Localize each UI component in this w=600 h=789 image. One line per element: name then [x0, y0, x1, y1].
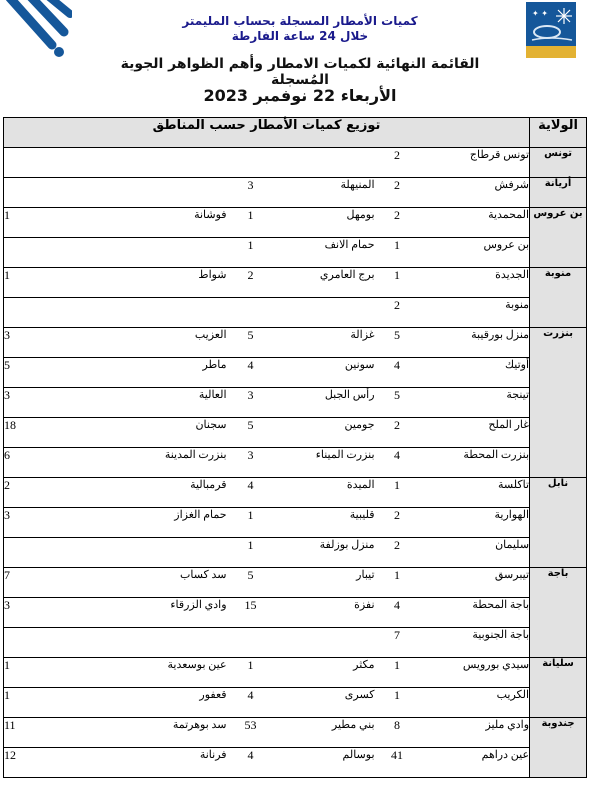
rainfall-value: 3	[4, 508, 127, 538]
station-name: غار الملح	[420, 418, 530, 448]
table-row	[4, 298, 587, 328]
station-name: أوتيك	[420, 358, 530, 388]
rainfall-value: 1	[375, 478, 420, 508]
station-name	[127, 298, 227, 328]
rainfall-value: 4	[375, 448, 420, 478]
station-name	[127, 238, 227, 268]
rainfall-value	[4, 178, 127, 208]
rainfall-value	[4, 298, 127, 328]
rainfall-value: 1	[227, 658, 275, 688]
rainfall-value: 1	[227, 538, 275, 568]
table-row	[4, 148, 587, 178]
rainfall-value: 1	[375, 658, 420, 688]
rainfall-value: 4	[227, 358, 275, 388]
rainfall-value: 1	[227, 208, 275, 238]
rainfall-value: 2	[375, 508, 420, 538]
station-name: المحمدية	[420, 208, 530, 238]
rainfall-value: 53	[227, 718, 275, 748]
station-name: العالية	[127, 388, 227, 418]
table-row	[4, 418, 587, 448]
header-distribution: توزيع كميات الأمطار حسب المناطق	[4, 118, 530, 148]
table-row	[4, 328, 587, 358]
rainfall-value: 1	[4, 658, 127, 688]
station-name	[127, 148, 227, 178]
rainfall-value: 2	[375, 148, 420, 178]
station-name: منوبة	[420, 298, 530, 328]
table-header-row	[4, 118, 587, 148]
table-row	[4, 238, 587, 268]
station-name: رأس الجبل	[275, 388, 375, 418]
station-name	[127, 538, 227, 568]
rainfall-value: 2	[4, 478, 127, 508]
station-name: كسرى	[275, 688, 375, 718]
rainfall-value: 1	[375, 268, 420, 298]
stripes-logo-icon	[2, 0, 72, 60]
logo-right	[520, 2, 582, 58]
station-name: حمام الغزاز	[127, 508, 227, 538]
station-name: الكريب	[420, 688, 530, 718]
table-row	[4, 748, 587, 778]
rainfall-value: 3	[4, 598, 127, 628]
rainfall-value	[4, 538, 127, 568]
station-name: المنيهلة	[275, 178, 375, 208]
rainfall-value: 18	[4, 418, 127, 448]
station-name: شرفش	[420, 178, 530, 208]
rainfall-value: 2	[375, 208, 420, 238]
station-name: فوشانة	[127, 208, 227, 238]
rainfall-value: 12	[4, 748, 127, 778]
station-name	[275, 148, 375, 178]
rainfall-value: 11	[4, 718, 127, 748]
station-name: الهوارية	[420, 508, 530, 538]
station-name: بنزرت الميناء	[275, 448, 375, 478]
wilaya-cell: باجة	[530, 568, 587, 658]
station-name: تاكلسة	[420, 478, 530, 508]
table-row	[4, 358, 587, 388]
station-name: بنزرت المحطة	[420, 448, 530, 478]
rainfall-value: 1	[375, 568, 420, 598]
rainfall-value: 7	[375, 628, 420, 658]
rainfall-value: 4	[375, 358, 420, 388]
rainfall-value: 3	[227, 178, 275, 208]
rainfall-value: 7	[4, 568, 127, 598]
wilaya-cell: جندوبة	[530, 718, 587, 778]
rainfall-table	[3, 117, 587, 778]
station-name: غزالة	[275, 328, 375, 358]
table-row	[4, 478, 587, 508]
station-name: باجة المحطة	[420, 598, 530, 628]
rainfall-value	[4, 238, 127, 268]
wilaya-cell: تونس	[530, 148, 587, 178]
wilaya-cell: أريانة	[530, 178, 587, 208]
station-name: مكثر	[275, 658, 375, 688]
station-name: بني مطير	[275, 718, 375, 748]
header-wilaya: الولاية	[530, 118, 587, 148]
rainfall-value: 5	[227, 568, 275, 598]
station-name: وادي الزرقاء	[127, 598, 227, 628]
station-name: بن عروس	[420, 238, 530, 268]
rainfall-value: 2	[375, 298, 420, 328]
rainfall-value: 5	[375, 388, 420, 418]
station-name: سليمان	[420, 538, 530, 568]
station-name: شواط	[127, 268, 227, 298]
station-name: قعفور	[127, 688, 227, 718]
rainfall-value: 4	[227, 478, 275, 508]
rainfall-value: 1	[375, 688, 420, 718]
rainfall-value: 3	[227, 388, 275, 418]
table-row	[4, 688, 587, 718]
station-name: وادي مليز	[420, 718, 530, 748]
station-name: قليبية	[275, 508, 375, 538]
rainfall-value: 2	[227, 268, 275, 298]
logo-left	[2, 0, 72, 60]
rainfall-value: 6	[4, 448, 127, 478]
table-row	[4, 538, 587, 568]
table-row	[4, 508, 587, 538]
table-row	[4, 178, 587, 208]
station-name: بومهل	[275, 208, 375, 238]
rainfall-value: 1	[227, 238, 275, 268]
station-name: الجديدة	[420, 268, 530, 298]
station-name: سونين	[275, 358, 375, 388]
station-name	[275, 298, 375, 328]
station-name: برج العامري	[275, 268, 375, 298]
rainfall-value: 15	[227, 598, 275, 628]
station-name: حمام الانف	[275, 238, 375, 268]
station-name: بوسالم	[275, 748, 375, 778]
svg-text:✦ ✦: ✦ ✦	[532, 9, 548, 18]
wilaya-cell: نابل	[530, 478, 587, 568]
rainfall-value: 1	[4, 268, 127, 298]
station-name	[275, 628, 375, 658]
table-row	[4, 598, 587, 628]
document-subtitle: القائمة النهائية لكميات الامطار وأهم الظواهر الجوية المُسجلة	[120, 56, 480, 88]
table-row	[4, 628, 587, 658]
station-name: الميدة	[275, 478, 375, 508]
rainfall-value: 41	[375, 748, 420, 778]
table-row	[4, 388, 587, 418]
rainfall-value: 2	[375, 538, 420, 568]
station-name: سد كساب	[127, 568, 227, 598]
station-name: منزل بوزلفة	[275, 538, 375, 568]
table-row	[4, 658, 587, 688]
rainfall-value: 1	[4, 688, 127, 718]
station-name: جومين	[275, 418, 375, 448]
rainfall-value: 5	[227, 328, 275, 358]
table-row	[4, 718, 587, 748]
title-line-1: كميات الأمطار المسجلة بحساب المليمتر	[182, 14, 418, 28]
rainfall-value	[4, 148, 127, 178]
rainfall-value: 5	[375, 328, 420, 358]
station-name: تيبرسق	[420, 568, 530, 598]
wilaya-cell: منوبة	[530, 268, 587, 328]
rainfall-value: 3	[4, 328, 127, 358]
station-name: منزل بورقيبة	[420, 328, 530, 358]
rainfall-value: 1	[375, 238, 420, 268]
station-name: فرنانة	[127, 748, 227, 778]
station-name: سد بوهرتمة	[127, 718, 227, 748]
table-row	[4, 208, 587, 238]
rainfall-value	[227, 628, 275, 658]
document-title	[150, 14, 450, 44]
station-name: قرمبالية	[127, 478, 227, 508]
station-name: سيدي بورويس	[420, 658, 530, 688]
station-name: تينجة	[420, 388, 530, 418]
rainfall-value: 2	[375, 418, 420, 448]
wilaya-cell: بنزرت	[530, 328, 587, 478]
wilaya-cell: بن عروس	[530, 208, 587, 268]
rainfall-value: 3	[4, 388, 127, 418]
rainfall-value: 1	[227, 508, 275, 538]
rainfall-value	[227, 148, 275, 178]
meteorology-logo-icon	[520, 2, 582, 58]
wilaya-cell: سليانة	[530, 658, 587, 718]
rainfall-value	[227, 298, 275, 328]
station-name: بنزرت المدينة	[127, 448, 227, 478]
rainfall-value: 1	[4, 208, 127, 238]
rainfall-value: 5	[4, 358, 127, 388]
station-name: عين بوسعدية	[127, 658, 227, 688]
rainfall-value: 2	[375, 178, 420, 208]
station-name: باجة الجنوبية	[420, 628, 530, 658]
station-name: تونس قرطاج	[420, 148, 530, 178]
station-name: سجنان	[127, 418, 227, 448]
station-name	[127, 178, 227, 208]
table-row	[4, 448, 587, 478]
table-row	[4, 268, 587, 298]
rainfall-value	[4, 628, 127, 658]
station-name: العزيب	[127, 328, 227, 358]
station-name: نفزة	[275, 598, 375, 628]
station-name: ماطر	[127, 358, 227, 388]
title-line-2: خلال 24 ساعة الفارطة	[231, 29, 369, 43]
rainfall-value: 4	[375, 598, 420, 628]
station-name	[127, 628, 227, 658]
rainfall-value: 4	[227, 748, 275, 778]
station-name: عين دراهم	[420, 748, 530, 778]
rainfall-value: 5	[227, 418, 275, 448]
rainfall-value: 3	[227, 448, 275, 478]
rainfall-value: 4	[227, 688, 275, 718]
table-row	[4, 568, 587, 598]
document-date: الأربعاء 22 نوفمبر 2023	[203, 86, 397, 105]
rainfall-value: 8	[375, 718, 420, 748]
station-name: تيبار	[275, 568, 375, 598]
